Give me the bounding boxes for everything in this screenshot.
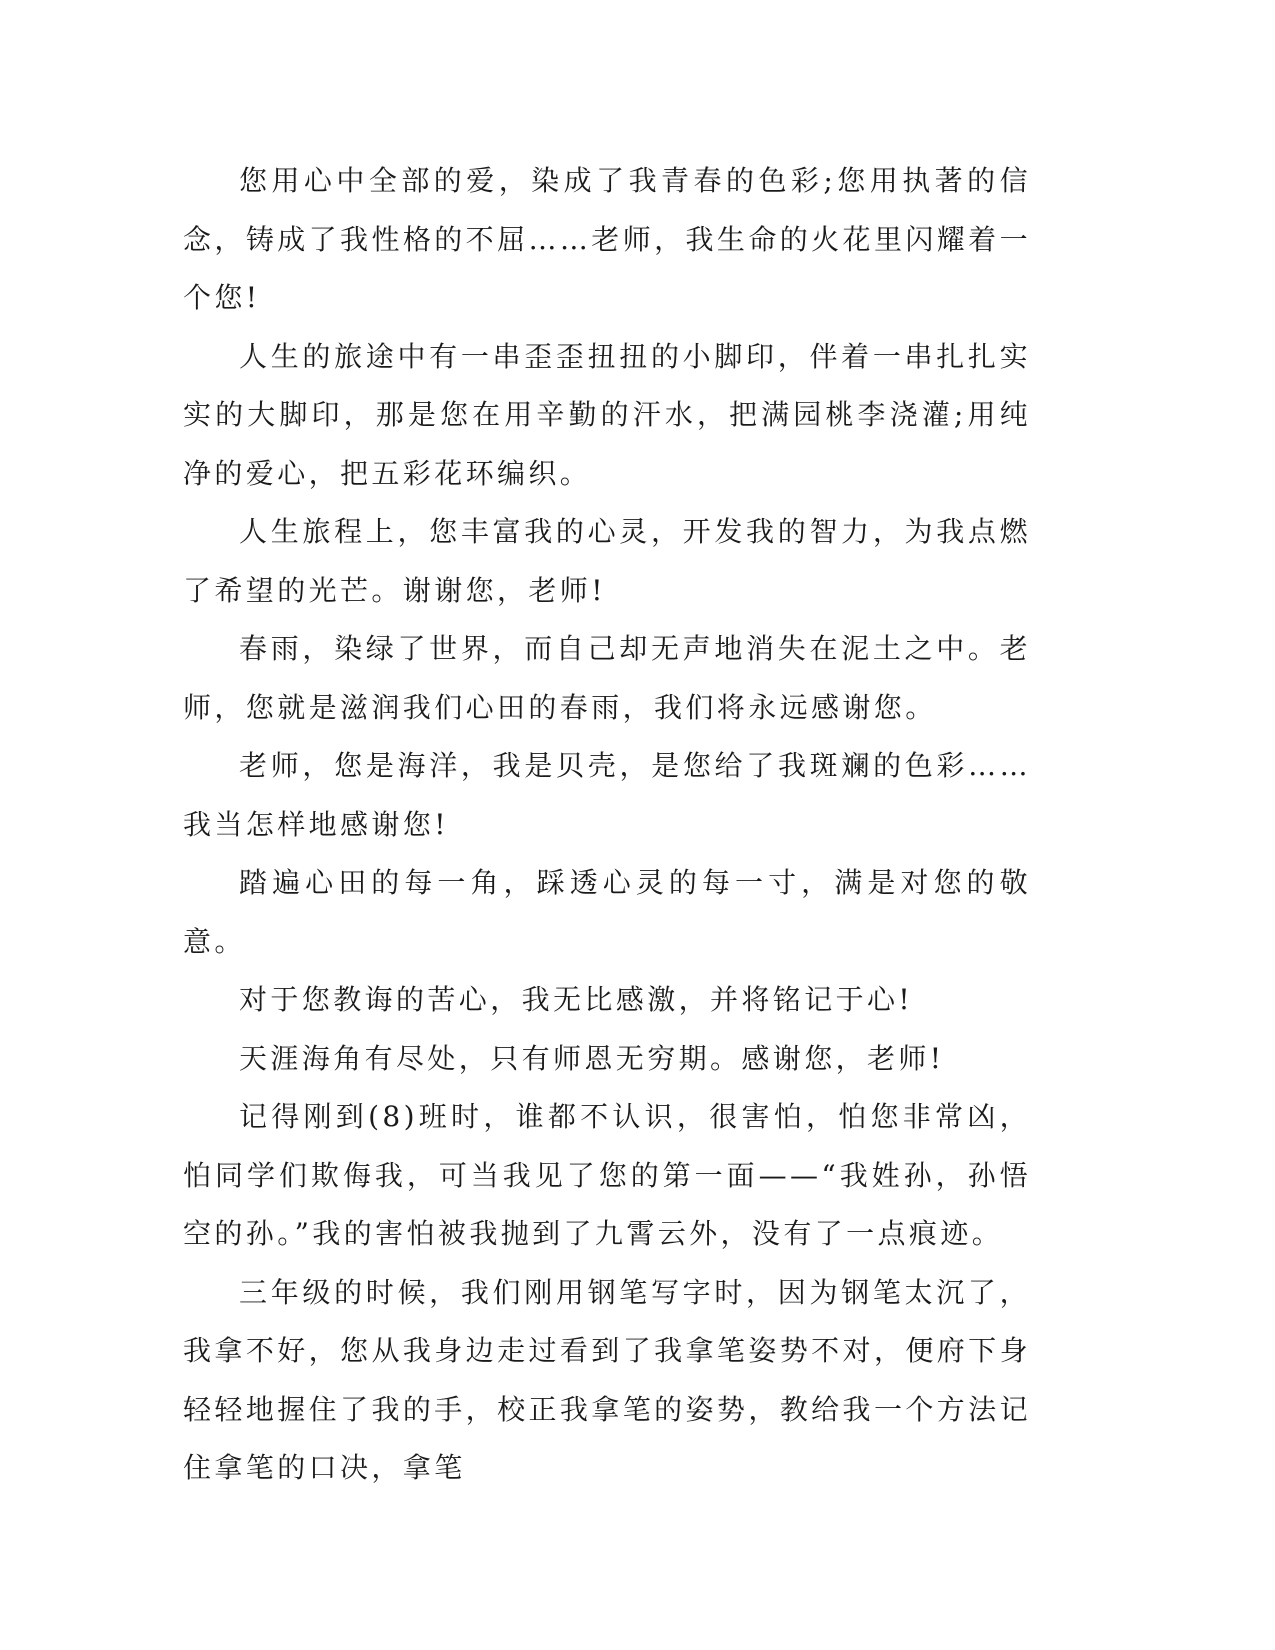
paragraph-2: 人生的旅途中有一串歪歪扭扭的小脚印，伴着一串扎扎实实的大脚印，那是您在用辛勤的汗水，把满园桃李浇灌;用纯净的爱心，把五彩花环编织。	[183, 339, 1031, 490]
paragraph-4: 春雨，染绿了世界，而自己却无声地消失在泥土之中。老师，您就是滋润我们心田的春雨，我们将永远感谢您。	[183, 632, 1031, 724]
paragraph-10: 三年级的时候，我们刚用钢笔写字时，因为钢笔太沉了，我拿不好，您从我身边走过看到了我拿笔姿势不对，便府下身轻轻地握住了我的手，校正我拿笔的姿势，教给我一个方法记住拿笔的口决，拿笔	[183, 1275, 1031, 1484]
paragraph-9: 记得刚到(8)班时，谁都不认识，很害怕，怕您非常凶，怕同学们欺侮我，可当我见了您的第一面——“我姓孙，孙悟空的孙。”我的害怕被我抛到了九霄云外，没有了一点痕迹。	[183, 1100, 1031, 1250]
paragraph-1: 您用心中全部的爱，染成了我青春的色彩;您用执著的信念，铸成了我性格的不屈……老师，我生命的火花里闪耀着一个您!	[183, 164, 1031, 314]
paragraph-7: 对于您教诲的苦心，我无比感激，并将铭记于心!	[239, 983, 914, 1016]
document-page	[183, 152, 1031, 1498]
paragraph-5: 老师，您是海洋，我是贝壳，是您给了我斑斓的色彩……我当怎样地感谢您!	[183, 749, 1031, 841]
paragraph-6: 踏遍心田的每一角，踩透心灵的每一寸，满是对您的敬意。	[183, 866, 1031, 958]
paragraph-3: 人生旅程上，您丰富我的心灵，开发我的智力，为我点燃了希望的光芒。谢谢您，老师!	[183, 515, 1031, 607]
paragraph-8: 天涯海角有尽处，只有师恩无穷期。感谢您，老师!	[239, 1041, 945, 1075]
